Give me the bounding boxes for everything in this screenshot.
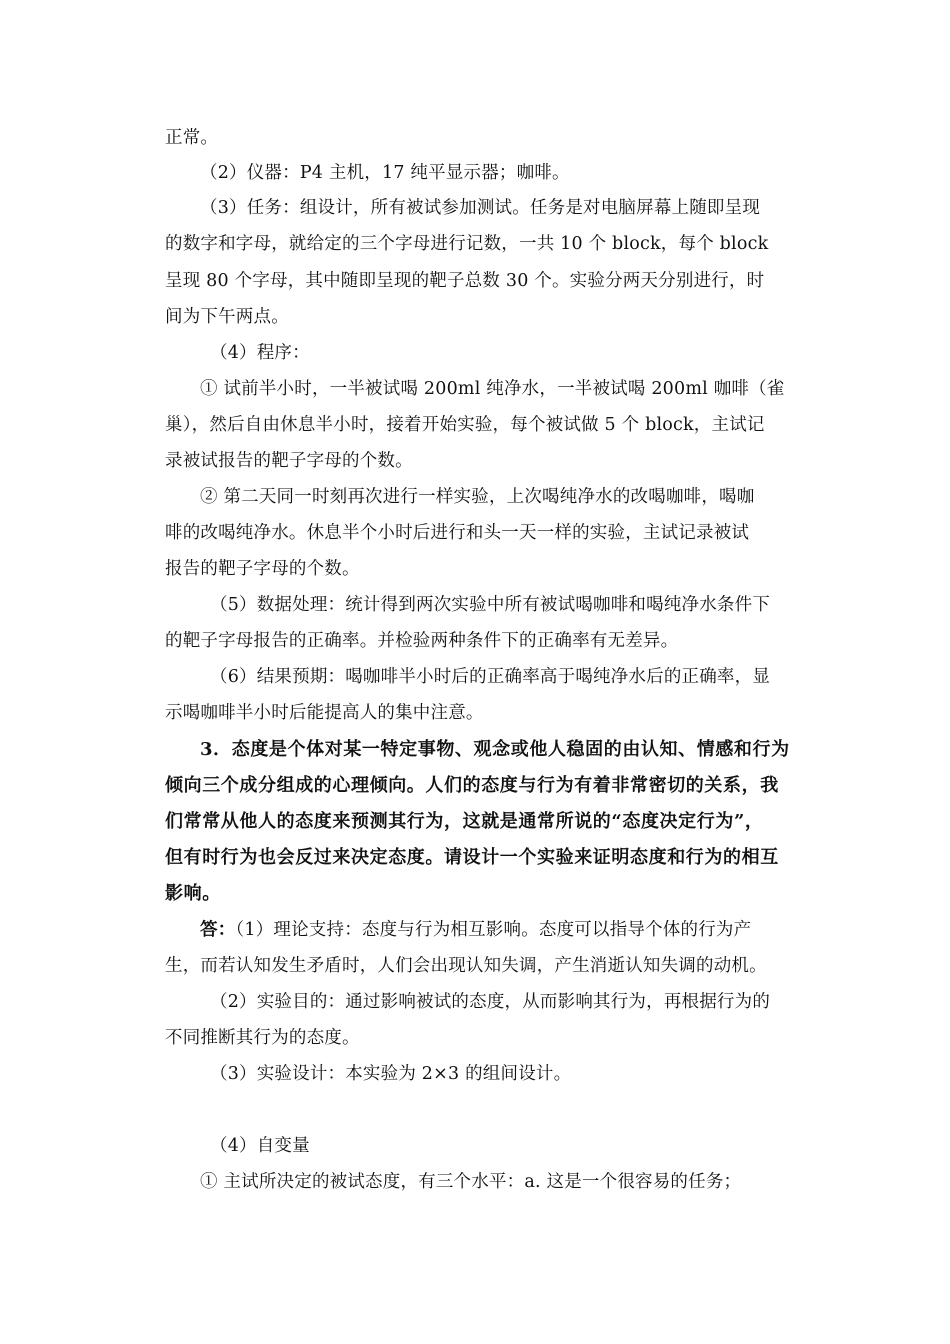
text-line: 生，而若认知发生矛盾时，人们会出现认知失调，产生消逝认知失调的动机。 xyxy=(165,956,767,976)
text-line: （2）仪器：P4 主机，17 纯平显示器；咖啡。 xyxy=(200,163,570,183)
answer-text: （1）理论支持：态度与行为相互影响。态度可以指导个体的行为产 xyxy=(235,920,752,940)
text-line: 间为下午两点。 xyxy=(165,307,289,327)
text-line: （5）数据处理：统计得到两次实验中所有被试喝咖啡和喝纯净水条件下 xyxy=(210,595,771,615)
text-line: 报告的靶子字母的个数。 xyxy=(165,559,360,579)
text-line: 呈现 80 个字母，其中随即呈现的靶子总数 30 个。实验分两天分别进行，时 xyxy=(165,271,765,291)
text-line: （2）实验目的：通过影响被试的态度，从而影响其行为，再根据行为的 xyxy=(210,992,771,1012)
text-line: 示喝咖啡半小时后能提高人的集中注意。 xyxy=(165,703,484,723)
text-line: （6）结果预期：喝咖啡半小时后的正确率高于喝纯净水后的正确率，显 xyxy=(210,667,771,687)
text-line: 啡的改喝纯净水。休息半个小时后进行和头一天一样的实验，主试记录被试 xyxy=(165,523,750,543)
text-line: 的数字和字母，就给定的三个字母进行记数，一共 10 个 block，每个 block xyxy=(165,234,769,254)
text-line: （3）任务：组设计，所有被试参加测试。任务是对电脑屏幕上随即呈现 xyxy=(200,198,761,218)
answer-label: 答： xyxy=(200,920,236,940)
question-heading-line: 3．态度是个体对某一特定事物、观念或他人稳固的由认知、情感和行为 xyxy=(200,739,790,760)
text-line: 录被试报告的靶子字母的个数。 xyxy=(165,451,413,471)
text-line: （3）实验设计：本实验为 2×3 的组间设计。 xyxy=(210,1064,572,1084)
text-line: （4）程序： xyxy=(210,343,310,363)
text-line: ① 主试所决定的被试态度，有三个水平：a. 这是一个很容易的任务； xyxy=(200,1172,742,1192)
answer-line xyxy=(200,918,751,942)
text-line: 巢），然后自由休息半小时，接着开始实验，每个被试做 5 个 block，主试记 xyxy=(165,415,765,435)
text-line: ① 试前半小时，一半被试喝 200ml 纯净水，一半被试喝 200ml 咖啡（雀 xyxy=(200,379,785,399)
text-line: 的靶子字母报告的正确率。并检验两种条件下的正确率有无差异。 xyxy=(165,631,679,651)
question-line: 影响。 xyxy=(165,883,221,904)
question-line: 们常常从他人的态度来预测其行为，这就是通常所说的“态度决定行为”， xyxy=(165,811,764,832)
question-line: 但有时行为也会反过来决定态度。请设计一个实验来证明态度和行为的相互 xyxy=(165,847,779,868)
text-line: （4）自变量 xyxy=(210,1136,310,1156)
text-line: 正常。 xyxy=(165,128,219,148)
text-line: ② 第二天同一时刻再次进行一样实验，上次喝纯净水的改喝咖啡，喝咖 xyxy=(200,487,755,507)
question-line: 倾向三个成分组成的心理倾向。人们的态度与行为有着非常密切的关系，我 xyxy=(165,775,779,796)
text-line: 不同推断其行为的态度。 xyxy=(165,1028,360,1048)
